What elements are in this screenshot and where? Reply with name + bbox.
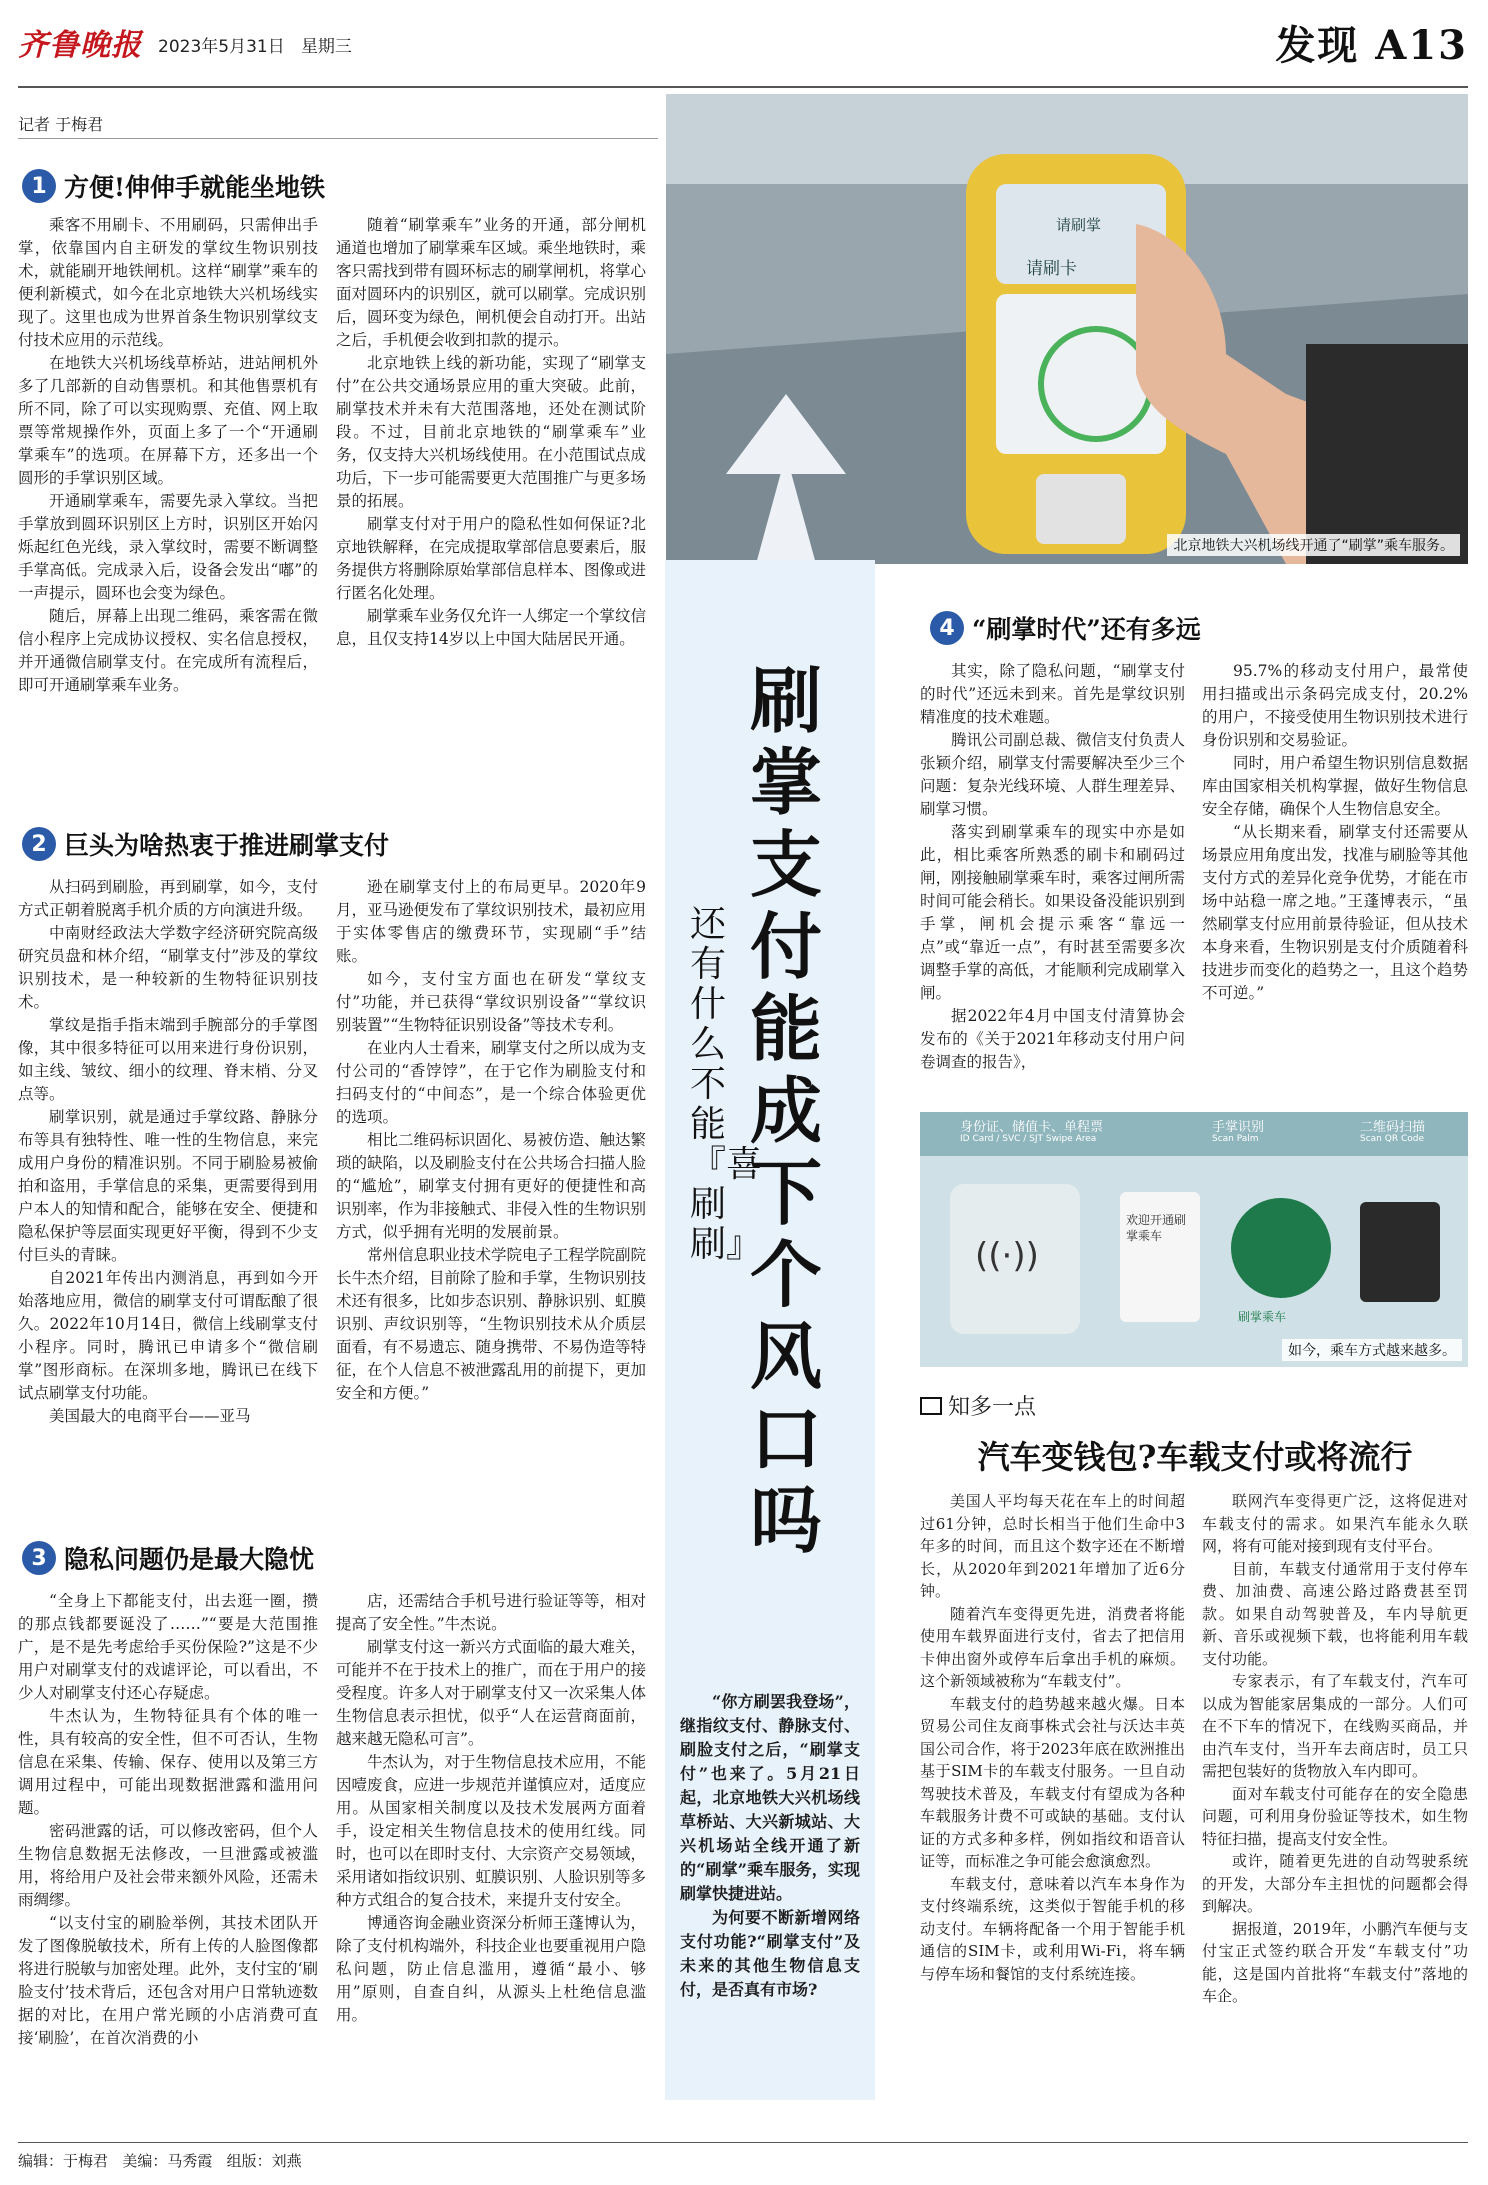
- section4-col1: 其实，除了隐私问题，“刷掌支付的时代”还远未到来。首先是掌纹识别精准度的技术难题。 腾讯公司副总裁、微信支付负责人张颖介绍，刷掌支付需要解决至少三个问题：复杂光线环境、人群生理差异、刷掌习惯。 落实到刷掌乘车的现实中亦是如此，相比乘客所熟悉的刷卡和刷码过闸，刚接触刷掌乘车时，乘客过闸所需时间可能会稍长。如果设备没能识别到手掌，闸机会提示乘客“靠远一点”或“靠近一点”，有时甚至需要多次调整手掌的高低，才能顺利完成刷掌入闸。 据2022年4月中国支付清算协会发布的《关于2021年移动支付用户问卷调查的报告》，: [920, 662, 1185, 1071]
- section1-number: 1: [22, 169, 56, 203]
- zone-palm-label: 手掌识别: [1212, 1120, 1265, 1135]
- brand-label: 刷掌乘车: [1238, 1310, 1287, 1324]
- gate-label: 请刷掌: [1056, 216, 1102, 234]
- masthead: [18, 14, 1468, 74]
- section3-col2: 店，还需结合手机号进行验证等等，相对提高了安全性。”牛杰说。 刷掌支付这一新兴方式面临的最大难关，可能并不在于技术上的推广，而在于用户的接受程度。许多人对于刷掌支付又一次采集人体生物信息表示担忧，似乎“人在运营商面前，越来越无隐私可言”。 牛杰认为，对于生物信息技术应用，不能因噎废食，应进一步规范并谨慎应对，适度应用。从国家相关制度以及技术发展两方面着手，设定相关生物信息技术的使用红线。同时，也可以在即时支付、大宗资产交易领域，采用诸如指纹识别、虹膜识别、人脸识别等多种方式组合的复合技术，来提升支付安全。 博通咨询金融业资深分析师王蓬博认为，除了支付机构端外，科技企业也要重视用户隐私问题，防止信息滥用，遵循“最小、够用”原则，自查自纠，从源头上杜绝信息滥用。: [336, 1592, 646, 2024]
- feature-intro: “你方刷罢我登场”，继指纹支付、静脉支付、刷脸支付之后，“刷掌支付”也来了。5月21日起，北京地铁大兴机场线草桥站、大兴新城站、大兴机场站全线开通了新的“刷掌”乘车服务，实现刷掌快捷进站。 为何要不断新增网络支付功能?“刷掌支付”及未来的其他生物信息支付，是否真有市场?: [680, 1692, 860, 1999]
- section4-number: 4: [930, 611, 964, 645]
- section3-title: 3 隐私问题仍是最大隐忧: [22, 1540, 314, 1576]
- section1-col2: 随着“刷掌乘车”业务的开通，部分闸机通道也增加了刷掌乘车区域。乘坐地铁时，乘客只需找到带有圆环标志的刷掌闸机，将掌心面对圆环内的识别区，就可以刷掌。完成识别后，圆环变为绿色，闸机便会自动打开。出站之后，手机便会收到扣款的提示。 北京地铁上线的新功能，实现了“刷掌支付”在公共交通场景应用的重大突破。此前，刷掌技术并未有大范围落地，还处在测试阶段。不过，目前北京地铁的“刷掌乘车”业务，仅支持大兴机场线使用。在小范围试点成功后，下一步可能需要更大范围推广与更多场景的拓展。 刷掌支付对于用户的隐私性如何保证?北京地铁解释，在完成提取掌部信息要素后，服务提供方将删除原始掌部信息样本、图像或进行匿名化处理。 刷掌乘车业务仅允许一人绑定一个掌纹信息，且仅支持14岁以上中国大陆居民开通。: [336, 216, 646, 648]
- palm-reader: [1225, 1192, 1337, 1304]
- header-rule: [18, 86, 1468, 88]
- section3-col1: “全身上下都能支付，出去逛一圈，攒的那点钱都要诞没了……”“要是大范围推广，是不是先考虑给手买份保险?”这是不少用户对刷掌支付的戏谑评论，可以看出，不少人对刷掌支付还心存疑虑。 牛杰认为，生物特征具有个体的唯一性，具有较高的安全性，但不可否认，生物信息在采集、传输、保存、使用以及第三方调用过程中，可能出现数据泄露和滥用问题。 密码泄露的话，可以修改密码，但个人生物信息数据无法修改，一旦泄露或被滥用，将给用户及社会带来额外风险，还需未雨绸缪。 “以支付宝的刷脸举例，其技术团队开发了图像脱敏技术，所有上传的人脸图像都将进行脱敏与加密处理。此外，支付宝的‘刷脸支付’技术背后，还包含对用户日常轨迹数据的对比，在用户常光顾的小店消费可直接‘刷脸’，在首次消费的小: [18, 1592, 318, 2047]
- section2-number: 2: [22, 827, 56, 861]
- know-col2: 联网汽车变得更广泛，这将促进对车载支付的需求。如果汽车能永久联网，将有可能对接到现有支付平台。 目前，车载支付通常用于支付停车费、加油费、高速公路过路费甚至罚款。如果自动驾驶普及，车内导航更新、音乐或视频下载，也将能利用车载支付功能。 专家表示，有了车载支付，汽车可以成为智能家居集成的一部分。人们可在不下车的情况下，在线购买商品，并由汽车支付，当开车去商店时，员工只需把包装好的货物放入车内即可。 面对车载支付可能存在的安全隐患问题，可利用身份验证等技术，如生物特征扫描，提高支付安全性。 或许，随着更先进的自动驾驶系统的开发，大部分车主担忧的问题都会得到解决。 据报道，2019年，小鹏汽车便与支付宝正式签约联合开发“车载支付”功能，这是国内首批将“车载支付”落地的车企。: [1202, 1492, 1468, 2005]
- feature-main-title: 刷掌支付能成下个风口吗: [750, 658, 823, 1563]
- know-more-label: 知多一点: [920, 1390, 1036, 1421]
- screen-label: 请刷卡: [1026, 259, 1077, 279]
- car-payment-title: 汽车变钱包?车载支付或将流行: [977, 1438, 1413, 1476]
- section2-col1: 从扫码到刷脸，再到刷掌，如今，支付方式正朝着脱离手机介质的方向演进升级。 中南财经政法大学数字经济研究院高级研究员盘和林介绍，“刷掌支付”涉及的掌纹识别技术，是一种较新的生物特征识别技术。 掌纹是指手指末端到手腕部分的手掌图像，其中很多特征可以用来进行身份识别，如主线、皱纹、细小的纹理、脊末梢、分叉点等。 刷掌识别，就是通过手掌纹路、静脉分布等具有独特性、唯一性的生物信息，来完成用户身份的精准识别。不同于刷脸易被偷拍和盗用，手掌信息的采集，更需要得到用户本人的知情和配合，能够在安全、便捷和隐私保护等层面实现更好平衡，得到不少支付巨头的青睐。 自2021年传出内测消息，再到如今开始落地应用，微信的刷掌支付可谓酝酿了很久。2022年10月14日，微信上线刷掌支付小程序。同时，腾讯已申请多个“微信刷掌”图形商标。在深圳多地，腾讯已在线下试点刷掌支付功能。 美国最大的电商平台——亚马: [18, 878, 318, 1425]
- zone-qr-label: 二维码扫描: [1360, 1120, 1426, 1135]
- footer-credits: 编辑：于梅君 美编：马秀霞 组版：刘燕: [18, 2152, 302, 2170]
- zone-card-label: 身份证、储值卡、单程票: [960, 1120, 1104, 1135]
- page-header: 发现 A13: [1275, 22, 1468, 69]
- byline-rule: [18, 138, 658, 139]
- photo1-caption: 北京地铁大兴机场线开通了“刷掌”乘车服务。: [1167, 534, 1460, 556]
- note-icon: [920, 1397, 942, 1415]
- payment-panel-photo: 身份证、储值卡、单程票 ID Card / SVC / SJT Swipe Area 手掌识别 Scan Palm 二维码扫描 Scan QR Code ((·)) 欢迎开通刷掌乘车 刷掌乘车 如今，乘车方式越来越多。: [920, 1112, 1468, 1367]
- newspaper-logo: 齐鲁晚报: [18, 28, 142, 63]
- section2-title: 2 巨头为啥热衷于推进刷掌支付: [22, 826, 389, 862]
- section3-number: 3: [22, 1541, 56, 1575]
- subway-gate-illustration: [666, 94, 1468, 564]
- nfc-icon: ((·)): [975, 1236, 1039, 1276]
- feature-subtitle: 还有什么不能『喜刷刷』: [690, 904, 763, 1265]
- subway-gate-photo: [666, 94, 1468, 564]
- section2-col2: 逊在刷掌支付上的布局更早。2020年9月，亚马逊便发布了掌纹识别技术，最初应用于实体零售店的缴费环节，实现刷“手”结账。 如今，支付宝方面也在研发“掌纹支付”功能，并已获得“掌纹识别设备”“掌纹识别装置”“生物特征识别设备”等技术专利。 在业内人士看来，刷掌支付之所以成为支付公司的“香饽饽”，在于它作为刷脸支付和扫码支付的“中间态”，是一个综合体验更优的选项。 相比二维码标识固化、易被仿造、触达繁琐的缺陷，以及刷脸支付在公共场合扫描人脸的“尴尬”，刷掌支付拥有更好的便捷性和高识别率，作为非接触式、非侵入性的生物识别方式，似乎拥有光明的发展前景。 常州信息职业技术学院电子工程学院副院长牛杰介绍，目前除了脸和手掌，生物识别技术还有很多，比如步态识别、静脉识别、虹膜识别、声纹识别等，“生物识别技术从介质层面看，有不易遗忘、随身携带、不易伪造等特征，在个人信息不被泄露乱用的前提下，更加安全和方便。”: [336, 878, 646, 1402]
- reporter-byline: 记者 于梅君: [18, 115, 104, 134]
- section1-title: 1 方便!伸伸手就能坐地铁: [22, 168, 325, 204]
- section4-col2: 95.7%的移动支付用户，最常使用扫描或出示条码完成支付，20.2%的用户，不接受使用生物识别技术进行身份识别和交易验证。 同时，用户希望生物识别信息数据库由国家相关机构掌握，做好生物信息安全存储，确保个人生物信息安全。 “从长期来看，刷掌支付还需要从场景应用角度出发，找准与刷脸等其他支付方式的差异化竞争优势，才能在市场中站稳一席之地。”王蓬博表示，“虽然刷掌支付应用前景待验证，但从技术本身来看，生物识别是支付介质随着科技进步而变化的趋势之一，且这个趋势不可逆。”: [1202, 662, 1468, 1002]
- qr-scanner: [1360, 1202, 1440, 1302]
- issue-date: 2023年5月31日 星期三: [158, 37, 352, 57]
- section4-title: 4 “刷掌时代”还有多远: [930, 610, 1201, 646]
- photo2-caption: 如今，乘车方式越来越多。: [1282, 1339, 1462, 1361]
- know-col1: 美国人平均每天花在车上的时间超过61分钟，总时长相当于他们生命中3年多的时间，而且这个数字还在不断增长，从2020年到2021年增加了近6分钟。 随着汽车变得更先进，消费者将能使用车载界面进行支付，省去了把信用卡伸出窗外或停车后拿出手机的麻烦。这个新领域被称为“车载支付”。 车载支付的趋势越来越火爆。日本贸易公司住友商事株式会社与沃达丰英国公司合作，将于2023年底在欧洲推出基于SIM卡的车载支付服务。一旦自动驾驶技术普及，车载支付有望成为各种车载服务计费不可或缺的基础。支付认证的方式多种多样，例如指纹和语音认证等，而标准之争可能会愈演愈烈。 车载支付，意味着以汽车本身作为支付终端系统，这类似于智能手机的移动支付。车辆将配备一个用于智能手机通信的SIM卡，或利用Wi-Fi，将车辆与停车场和餐馆的支付系统连接。: [920, 1492, 1185, 1983]
- section1-col1: 乘客不用刷卡、不用刷码，只需伸出手掌，依靠国内自主研发的掌纹生物识别技术，就能刷开地铁闸机。这样“刷掌”乘车的便利新模式，如今在北京地铁大兴机场线实现了。这里也成为世界首条生物识别掌纹支付技术应用的示范线。 在地铁大兴机场线草桥站，进站闸机外多了几部新的自动售票机。和其他售票机有所不同，除了可以实现购票、充值、网上取票等常规操作外，页面上多了一个“开通刷掌乘车”的选项。在屏幕下方，还多出一个圆形的手掌识别区域。 开通刷掌乘车，需要先录入掌纹。当把手掌放到圆环识别区上方时，识别区开始闪烁起红色光线，录入掌纹时，需要不断调整手掌高低。完成录入后，设备会发出“嘟”的一声提示，圆环也会变为绿色。 随后，屏幕上出现二维码，乘客需在微信小程序上完成协议授权、实名信息授权，并开通微信刷掌支付。在完成所有流程后，即可开通刷掌乘车业务。: [18, 216, 318, 694]
- footer-rule: [18, 2142, 1468, 2143]
